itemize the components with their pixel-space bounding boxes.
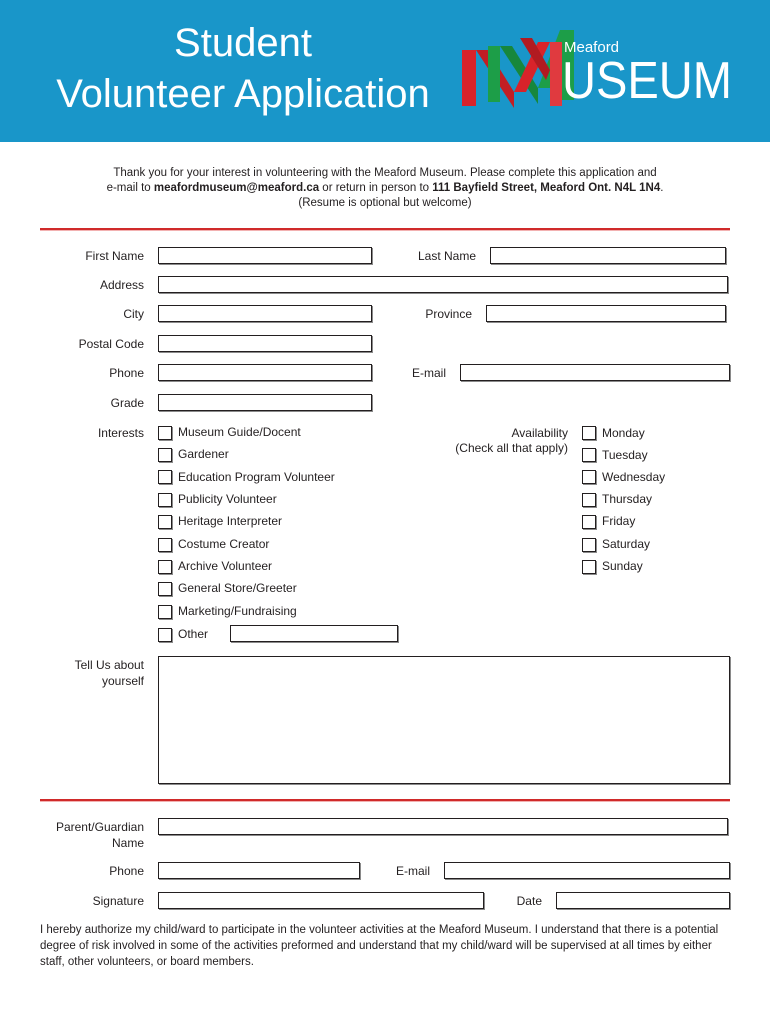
guardian-name-line-1: Parent/Guardian: [55, 820, 144, 834]
last-name-input[interactable]: [490, 247, 726, 264]
interest-checkbox-marketing[interactable]: [158, 605, 172, 619]
day-label-friday: Friday: [602, 514, 636, 528]
title-line-2: Volunteer Application: [56, 72, 430, 116]
interest-label-other: Other: [178, 627, 209, 641]
availability-note: (Check all that apply): [455, 441, 568, 455]
header-banner: [0, 0, 770, 142]
museum-email: meafordmuseum@meaford.ca: [153, 182, 320, 194]
interest-label-marketing: Marketing/Fundraising: [178, 604, 297, 618]
intro-line-3: (Resume is optional but welcome): [298, 197, 472, 209]
interest-checkbox-archive[interactable]: [158, 560, 172, 574]
interest-checkbox-other[interactable]: [158, 628, 172, 642]
guardian-name-input[interactable]: [158, 818, 728, 835]
day-checkbox-wednesday[interactable]: [582, 470, 596, 484]
section-divider-bottom: [40, 799, 730, 802]
title-line-1: Student: [174, 21, 312, 65]
tell-us-line-1: Tell Us about: [74, 658, 144, 672]
day-label-sunday: Sunday: [602, 559, 643, 573]
museum-address: 111 Bayfield Street, Meaford Ont. N4L 1N4: [432, 182, 661, 194]
tell-us-label: [40, 658, 144, 688]
last-name-label: Last Name: [417, 249, 476, 263]
guardian-name-line-2: Name: [111, 836, 144, 850]
province-input[interactable]: [486, 305, 726, 322]
interest-checkbox-publicity[interactable]: [158, 493, 172, 507]
day-checkbox-tuesday[interactable]: [582, 448, 596, 462]
logo-small-text: Meaford: [564, 39, 620, 56]
intro-end: .: [660, 182, 664, 194]
interest-label-publicity: Publicity Volunteer: [178, 492, 277, 506]
city-label: City: [123, 307, 144, 321]
guardian-phone-label: Phone: [109, 864, 144, 878]
intro-line-1: Thank you for your interest in volunteering with the Meaford Museum. Please complete this application and: [113, 167, 657, 179]
phone-input[interactable]: [158, 364, 372, 381]
guardian-email-label: E-mail: [395, 864, 430, 878]
interest-label-gardener: Gardener: [178, 447, 229, 461]
grade-input[interactable]: [158, 394, 372, 411]
intro-text: [40, 166, 730, 211]
interest-checkbox-education[interactable]: [158, 470, 172, 484]
day-label-monday: Monday: [602, 426, 645, 440]
page-title: [0, 18, 486, 120]
phone-label: Phone: [109, 366, 144, 380]
postal-code-input[interactable]: [158, 335, 372, 352]
meaford-museum-logo: [458, 14, 738, 124]
day-checkbox-monday[interactable]: [582, 426, 596, 440]
guardian-email-input[interactable]: [444, 862, 730, 879]
day-label-thursday: Thursday: [602, 492, 653, 506]
signature-input[interactable]: [158, 892, 484, 909]
interest-label-education: Education Program Volunteer: [178, 470, 335, 484]
address-label: Address: [99, 278, 144, 292]
guardian-phone-input[interactable]: [158, 862, 360, 879]
day-checkbox-saturday[interactable]: [582, 538, 596, 552]
interest-checkbox-general-store[interactable]: [158, 582, 172, 596]
postal-code-label: Postal Code: [78, 337, 144, 351]
day-label-tuesday: Tuesday: [602, 448, 648, 462]
date-label: Date: [516, 894, 542, 908]
guardian-name-label: [40, 820, 144, 850]
tell-us-line-2: yourself: [101, 674, 144, 688]
interest-label-museum-guide: Museum Guide/Docent: [178, 425, 301, 439]
day-checkbox-sunday[interactable]: [582, 560, 596, 574]
day-checkbox-friday[interactable]: [582, 515, 596, 529]
interests-label: Interests: [97, 426, 144, 440]
interest-label-general-store: General Store/Greeter: [178, 581, 297, 595]
other-interest-input[interactable]: [230, 625, 398, 642]
first-name-input[interactable]: [158, 247, 372, 264]
consent-statement: I hereby authorize my child/ward to participate in the volunteer activities at the Meaford Museum. I understand that there is a potential degree of risk involved in some of the activities preformed and understand that my child/ward will be supervised at all times by either staff, other volunteers, or board members.: [40, 924, 719, 968]
intro-mid: or return in person to: [319, 182, 433, 194]
day-label-saturday: Saturday: [602, 537, 651, 551]
interest-checkbox-gardener[interactable]: [158, 448, 172, 462]
logo-big-text: USEUM: [562, 52, 732, 110]
first-name-label: First Name: [85, 249, 144, 263]
province-label: Province: [425, 307, 472, 321]
day-label-wednesday: Wednesday: [602, 470, 666, 484]
interest-checkbox-heritage[interactable]: [158, 515, 172, 529]
intro-line-2: [40, 181, 730, 196]
interest-checkbox-costume[interactable]: [158, 538, 172, 552]
interest-checkbox-museum-guide[interactable]: [158, 426, 172, 440]
interest-label-heritage: Heritage Interpreter: [178, 514, 283, 528]
section-divider-top: [40, 228, 730, 231]
address-input[interactable]: [158, 276, 728, 293]
interest-label-costume: Costume Creator: [178, 537, 270, 551]
intro-email-prefix: e-mail to: [106, 182, 154, 194]
signature-label: Signature: [92, 894, 144, 908]
tell-us-textarea[interactable]: [158, 656, 730, 784]
city-input[interactable]: [158, 305, 372, 322]
grade-label: Grade: [110, 396, 144, 410]
email-input[interactable]: [460, 364, 730, 381]
date-input[interactable]: [556, 892, 730, 909]
interest-label-archive: Archive Volunteer: [178, 559, 273, 573]
email-label: E-mail: [411, 366, 446, 380]
day-checkbox-thursday[interactable]: [582, 493, 596, 507]
availability-label: Availability: [511, 426, 568, 440]
